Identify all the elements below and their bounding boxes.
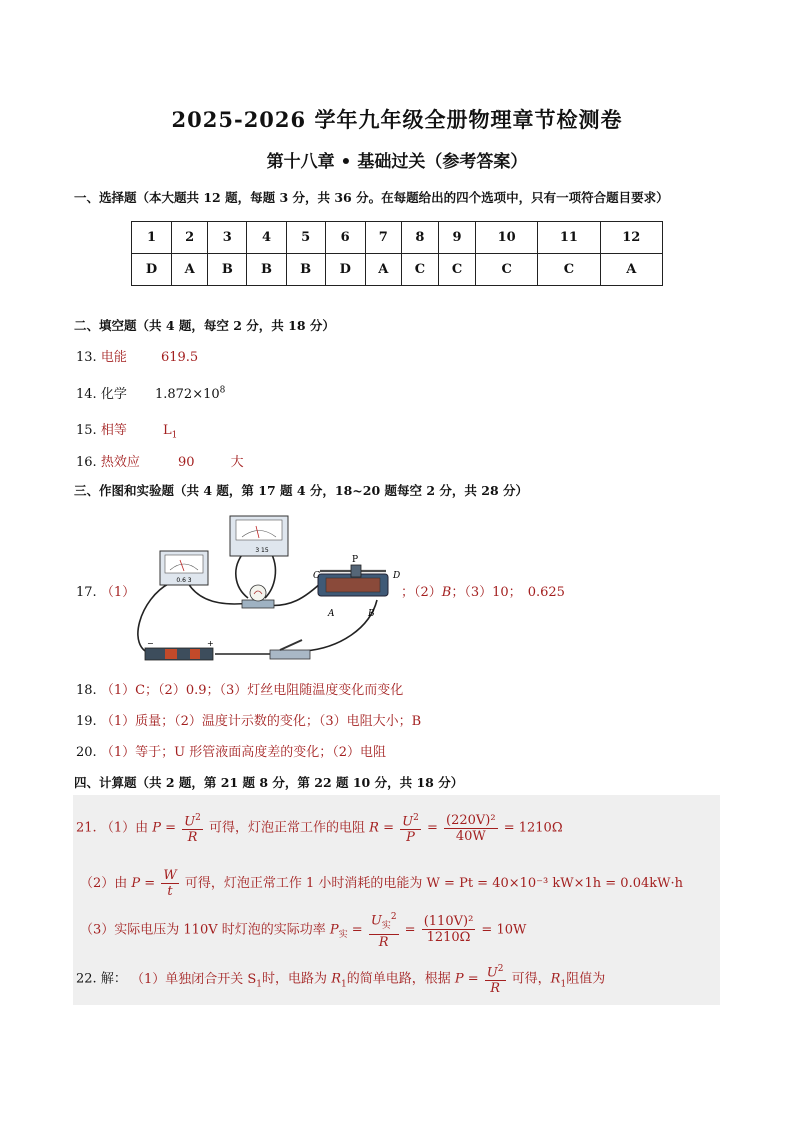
q14-number: 14. — [76, 387, 97, 402]
q22-formula-p-u2-r: $\frac{U^2}{R}$ — [486, 964, 504, 997]
q19-number: 19. — [76, 714, 97, 729]
q18-text: （1）C；（2）0.9；（3）灯丝电阻随温度变化而变化 — [100, 683, 404, 698]
q16-answer-a: 热效应 — [100, 455, 140, 470]
rheostat — [313, 555, 400, 619]
wire-rheostat-switch — [305, 600, 377, 651]
q21-line3: （3）实际电压为 110V 时灯泡的实际功率 $P_实$ = $\frac{U_实^2}{R}$ = $\frac{\text{(110V)²}}{1210\Omega}$ = 10W — [80, 912, 527, 950]
answer-table-answer-cell: A — [600, 254, 662, 286]
wire-voltmeter-bulb-right — [265, 551, 275, 598]
q21-line3-prefix: （3）实际电压为 110V 时灯泡的实际功率 — [80, 922, 326, 938]
answer-table-answer-cell: A — [172, 254, 208, 286]
q16-number: 16. — [76, 455, 97, 470]
q21-line1-prefix: （1）由 — [100, 820, 149, 836]
rheostat-label-B: B — [368, 609, 375, 619]
page-subtitle: 第十八章 • 基础过关（参考答案） — [266, 152, 528, 172]
wire-ammeter-battery — [138, 583, 170, 654]
q22-label: 解： — [100, 971, 127, 987]
voltmeter-scale: 3 15 — [255, 547, 269, 554]
q21-formula-actual: $\frac{U_实^2}{R}$ — [370, 912, 397, 950]
q17-part3: ；（3）10； — [451, 585, 522, 600]
answer-table-number-cell: 6 — [325, 222, 365, 254]
q13-row — [76, 346, 198, 365]
q21-frac3-denominator: 1210Ω — [426, 930, 471, 946]
answer-table-number-cell: 10 — [476, 222, 538, 254]
q14-answer-b-exp: 8 — [219, 385, 226, 396]
rheostat-label-D: D — [393, 571, 401, 581]
q22-text4: 可得， — [511, 971, 551, 987]
q17-part1: （1） — [100, 585, 136, 600]
answer-table-answer-cell: A — [365, 254, 401, 286]
q13-answer-b: 619.5 — [160, 350, 199, 365]
voltmeter — [230, 516, 288, 556]
answer-table-number-cell: 7 — [365, 222, 401, 254]
section4-heading: 四、计算题（共 2 题，第 21 题 8 分，第 22 题 10 分，共 18 分） — [74, 775, 464, 790]
rheostat-label-P: P — [351, 555, 359, 565]
q15-answer-a: 相等 — [100, 423, 127, 438]
circuit-diagram — [130, 508, 415, 668]
q17-part2: （2） — [414, 585, 442, 600]
q22-text5: 阻值为 — [566, 971, 606, 987]
wire-ammeter-bulb — [188, 583, 250, 604]
q21-line1-mid: 可得，灯泡正常工作的电阻 — [209, 820, 366, 836]
q22-text3: 的简单电路，根据 — [346, 971, 451, 987]
answer-table-answer-cell: C — [538, 254, 600, 286]
q21-formula-values — [444, 813, 498, 844]
q17-rest — [401, 581, 565, 600]
answer-table-number-cell: 8 — [401, 222, 438, 254]
q16-row — [76, 451, 244, 470]
q21-formula-r-u2-p: $\frac{U^2}{P}$ — [402, 813, 419, 846]
answer-table-number-cell: 1 — [132, 222, 172, 254]
answer-table-number-cell: 9 — [438, 222, 475, 254]
q18-row — [76, 679, 403, 698]
q18-number: 18. — [76, 683, 97, 698]
answer-table-number-cell: 4 — [247, 222, 286, 254]
q22-text1-sub: 1 — [256, 979, 263, 990]
answer-table-answer-cell: D — [325, 254, 365, 286]
q15-number: 15. — [76, 423, 97, 438]
q21-line2-prefix: （2）由 — [80, 876, 128, 891]
wire-voltmeter-bulb-left — [236, 551, 248, 598]
answer-table — [131, 221, 663, 286]
section1-heading: 一、选择题（本大题共 12 题，每题 3 分，共 36 分。在每题给出的四个选项中，只有一项符合题目要求） — [74, 190, 669, 205]
svg-text:+: + — [207, 639, 214, 648]
q19-row — [76, 710, 421, 729]
switch — [270, 640, 310, 659]
q22-line1: 22. 解： （1）单独闭合开关 $S_1$时，电路为 $R_1$的简单电路，根据 P = $\frac{U^2}{R}$ 可得，$R_1$阻值为 — [76, 964, 606, 997]
q19-text: （1）质量；（2）温度计示数的变化；（3）电阻大小；B — [100, 714, 422, 729]
q21-line2-mid: 可得，灯泡正常工作 1 小时消耗的电能为 — [184, 876, 423, 891]
q16-answer-b: 90 — [177, 455, 195, 470]
q21-frac3-numerator: (110V)² — [423, 914, 474, 930]
q22-number: 22. — [76, 971, 97, 987]
q21-line2-equation: W = Pt = 40×10⁻³ kW×1h = 0.04kW·h — [426, 876, 683, 891]
q15-answer-b-sub: 1 — [171, 430, 178, 441]
q21-line1-result: = 1210Ω — [503, 820, 563, 836]
answer-table-answer-cell: D — [132, 254, 172, 286]
q21-formula-actual-values — [422, 914, 476, 945]
q21-formula-p-u2-r: $\frac{U^2}{R}$ — [184, 813, 201, 846]
answer-table-answer-cell: C — [476, 254, 538, 286]
q14-answer-a: 化学 — [100, 387, 127, 402]
page-title: 2025-2026 学年九年级全册物理章节检测卷 — [171, 107, 623, 132]
q22-text1-main: （1）单独闭合开关 S — [130, 971, 257, 987]
answer-table-number-row — [132, 222, 663, 254]
q21-number: 21. — [76, 820, 97, 836]
q20-row — [76, 741, 386, 760]
q16-answer-c: 大 — [230, 455, 244, 470]
answer-table-number-cell: 3 — [208, 222, 247, 254]
ammeter — [160, 551, 208, 585]
answer-table-answer-cell: B — [286, 254, 325, 286]
q21-frac1-denominator: 40W — [455, 828, 486, 844]
q14-answer-b — [155, 387, 225, 402]
q20-number: 20. — [76, 745, 97, 760]
q20-text: （1）等于；U 形管液面高度差的变化；（2）电阻 — [100, 745, 386, 760]
rheostat-label-C: C — [313, 571, 320, 581]
ammeter-scale: 0.6 3 — [176, 577, 192, 584]
q13-answer-a: 电能 — [100, 350, 127, 365]
answer-table-answer-row — [132, 254, 663, 286]
section3-heading: 三、作图和实验题（共 4 题，第 17 题 4 分，18~20 题每空 2 分，共 28 分） — [74, 483, 529, 498]
q22-text2: 时，电路为 — [262, 971, 328, 987]
q15-answer-b-base: L — [162, 423, 172, 438]
answer-table-number-cell: 2 — [172, 222, 208, 254]
answer-table-number-cell: 5 — [286, 222, 325, 254]
q21-line1: 21. （1）由 P = $\frac{U^2}{R}$ 可得，灯泡正常工作的电阻 R = $\frac{U^2}{P}$ = $\frac{\text{(220V)²}}{40W}$ = 1210Ω — [76, 812, 563, 846]
q14-answer-b-base: 1.872×10 — [154, 387, 220, 402]
q13-number: 13. — [76, 350, 97, 365]
q17-number: 17. — [76, 585, 97, 600]
q22-text1 — [130, 971, 263, 990]
answer-table-answer-cell: C — [438, 254, 475, 286]
answer-table-number-cell: 11 — [538, 222, 600, 254]
rheostat-label-A: A — [328, 609, 335, 619]
q17-part3-answer: 0.625 — [527, 585, 565, 600]
answer-table-answer-cell: B — [247, 254, 286, 286]
answer-table-number-cell: 12 — [600, 222, 662, 254]
answer-table-answer-cell: C — [401, 254, 438, 286]
q21-line2: （2）由 P = $\frac{W}{t}$ 可得，灯泡正常工作 1 小时消耗的电能为 W = Pt = 40×10⁻³ kW×1h = 0.04kW·h — [80, 868, 683, 899]
q15-answer-b — [162, 423, 178, 441]
q21-line3-result: = 10W — [481, 922, 527, 938]
q15-row — [76, 419, 177, 441]
answer-table-answer-cell: B — [208, 254, 247, 286]
q14-row — [76, 383, 225, 402]
svg-text:−: − — [147, 639, 154, 648]
q17-prefix — [76, 581, 135, 600]
q17-part2-answer: B — [441, 585, 452, 600]
section2-heading: 二、填空题（共 4 题，每空 2 分，共 18 分） — [74, 318, 335, 333]
battery — [145, 639, 214, 660]
q17-separator: ； — [401, 585, 415, 600]
q21-formula-p-w-t: $\frac{W}{t}$ — [163, 868, 177, 899]
q21-frac1-numerator: (220V)² — [446, 812, 496, 828]
